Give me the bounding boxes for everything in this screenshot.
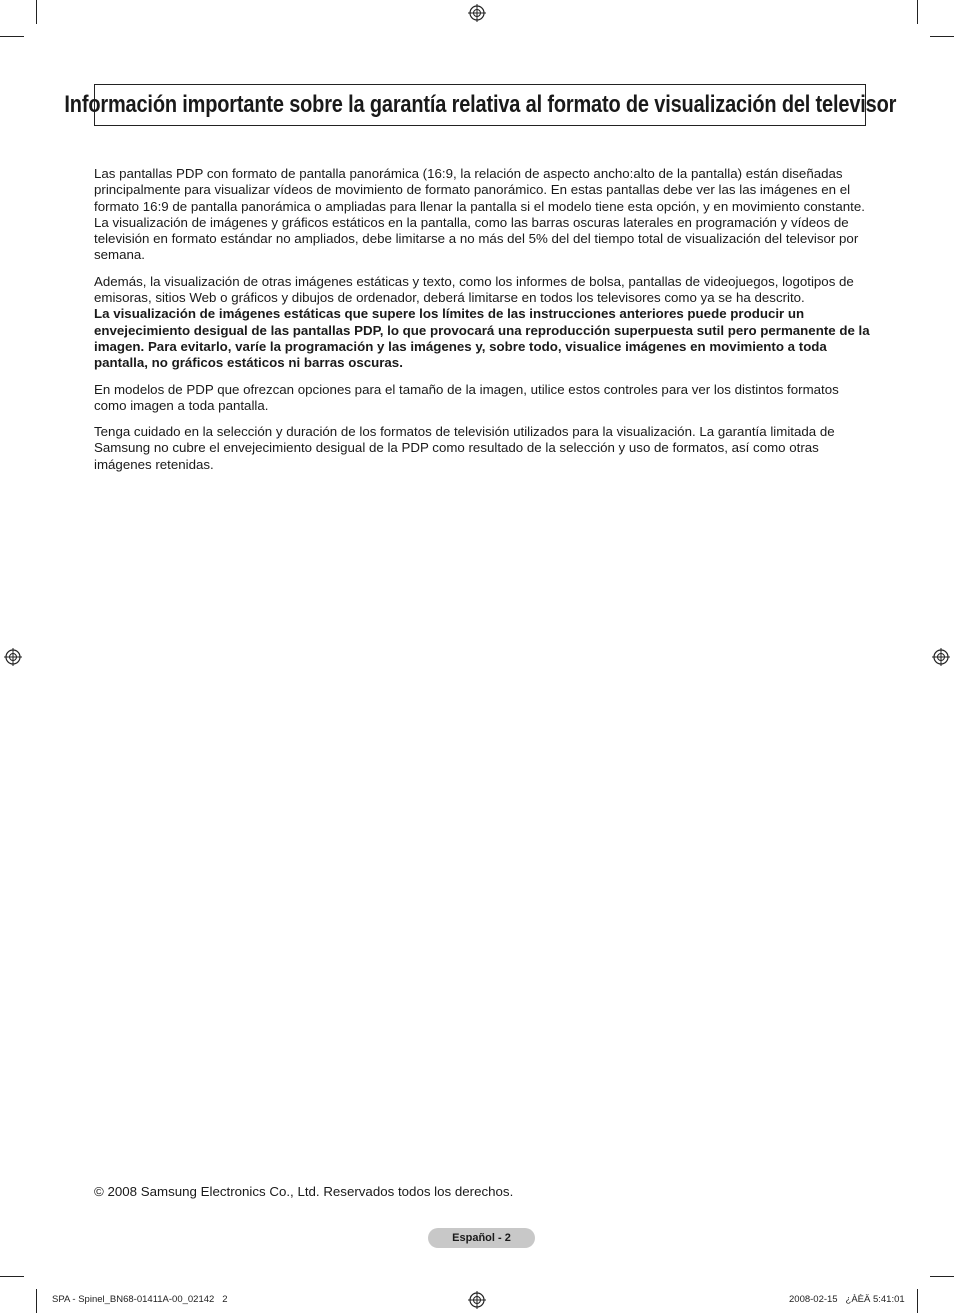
registration-mark-icon <box>932 648 950 666</box>
paragraph-2-text: Además, la visualización de otras imágenes estáticas y texto, como los informes de bolsa, pantallas de videojuegos, logotipos de emisoras, sitios Web o gráficos y dibujos de ordenador, deberá limitarse en todos los televisores como ya se ha descrito. <box>94 273 854 306</box>
crop-mark-icon <box>930 1276 954 1277</box>
paragraph-3: En modelos de PDP que ofrezcan opciones para el tamaño de la imagen, utilice estos controles para ver los distintos formatos como imagen a toda pantalla. <box>94 381 839 413</box>
registration-mark-icon <box>468 4 486 22</box>
page-number-label: Español - 2 <box>452 1232 511 1244</box>
crop-mark-icon <box>36 1289 37 1313</box>
copyright-notice: © 2008 Samsung Electronics Co., Ltd. Reservados todos los derechos. <box>94 1184 514 1199</box>
paragraph-4: Tenga cuidado en la selección y duración de los formatos de televisión utilizados para la visualización. La garantía limitada de Samsung no cubre el envejecimiento desigual de la PDP como resultado de la selección y uso de formatos, así como otras imágenes retenidas. <box>94 424 835 472</box>
page-title: Información importante sobre la garantía relativa al formato de visualización del televisor <box>64 91 896 118</box>
crop-mark-icon <box>917 0 918 24</box>
print-slug-left: SPA - Spinel_BN68-01411A-00_02142 2 <box>52 1294 228 1305</box>
print-slug-right: 2008-02-15 ¿ÀÈÄ 5:41:01 <box>789 1294 905 1305</box>
registration-mark-icon <box>468 1291 486 1309</box>
paragraph-1: Las pantallas PDP con formato de pantalla panorámica (16:9, la relación de aspecto ancho:alto de la pantalla) están diseñadas principalmente para visualizar vídeos de movimiento de formato panorámico. En estas pantallas debe ver las las imágenes en el formato 16:9 de pantalla panorámica o ampliadas para llenar la pantalla si el modelo tiene esta opción, y en movimiento constante. La visualización de imágenes y gráficos estáticos en la pantalla, como las barras oscuras laterales en programación y vídeos de televisión en formato estándar no ampliados, debe limitarse a no más del 5% del del tiempo total de visualización del televisor por semana. <box>94 166 865 263</box>
crop-mark-icon <box>0 1276 24 1277</box>
crop-mark-icon <box>36 0 37 24</box>
crop-mark-icon <box>917 1289 918 1313</box>
crop-mark-icon <box>0 36 24 37</box>
registration-mark-icon <box>4 648 22 666</box>
title-box <box>64 84 896 126</box>
page-number-badge <box>428 1228 535 1248</box>
body-text <box>94 166 872 483</box>
paragraph-2 <box>94 274 872 372</box>
crop-mark-icon <box>930 36 954 37</box>
paragraph-2-warning: La visualización de imágenes estáticas que supere los límites de las instrucciones anteriores puede producir un envejecimiento desigual de las pantallas PDP, lo que provocará una reproducción superpuesta sutil pero permanente de la imagen. Para evitarlo, varíe la programación y las imágenes y, sobre todo, visualice imágenes en movimiento a toda pantalla, no gráficos estáticos ni barras oscuras. <box>94 306 870 371</box>
